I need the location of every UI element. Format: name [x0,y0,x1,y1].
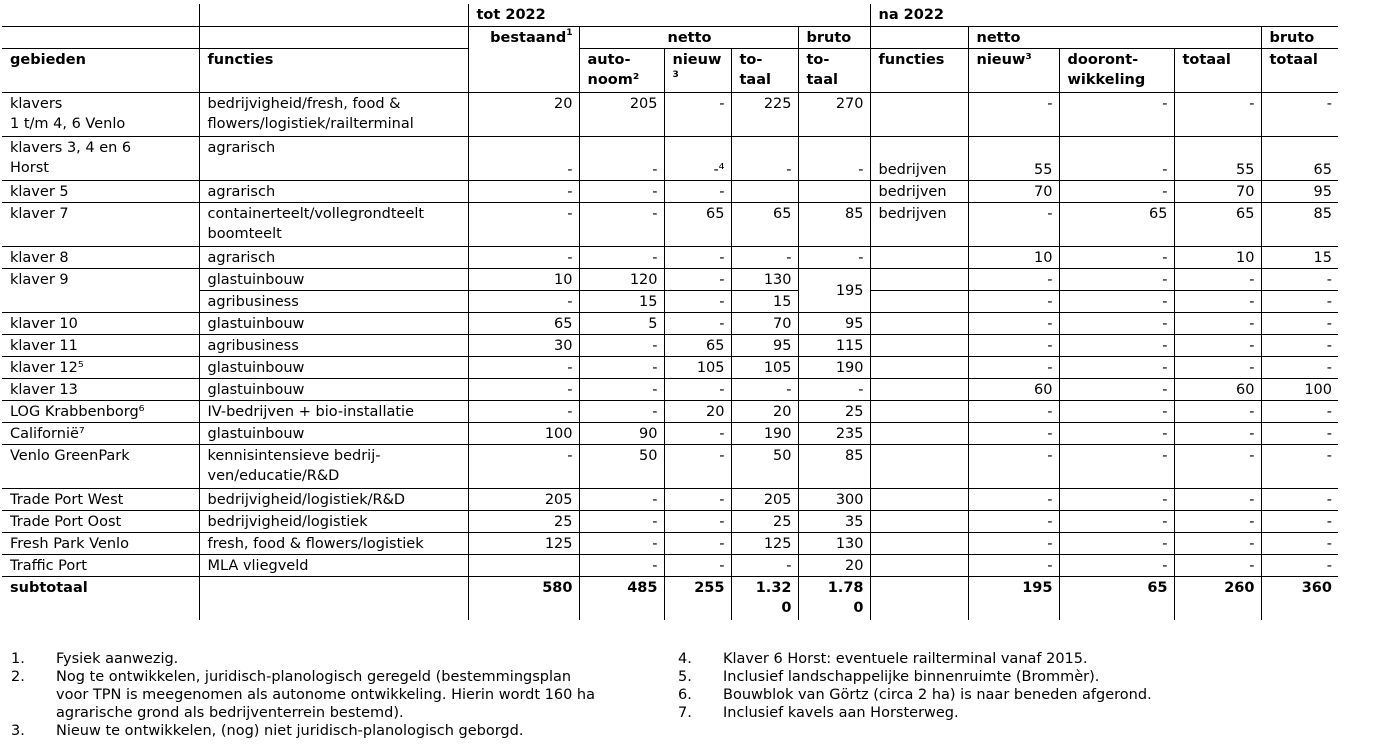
nieuw-cell: 20 [664,400,731,422]
bestaand-cell [468,554,579,576]
totaal-na-cell: 10 [1174,246,1261,268]
bruto-cell: 25 [798,400,870,422]
footnote-text: agrarische grond als bedrijventerrein bestemd). [56,705,404,721]
gebied-cell: klaver 9 [2,268,199,290]
totaal-na-cell: 65 [1174,202,1261,246]
bruto-na-cell: - [1261,92,1338,136]
functie-cell: glastuinbouw [199,312,468,334]
gebied-cell: klaver 12⁵ [2,356,199,378]
functie-cell: MLA vliegveld [199,554,468,576]
totaal-na-cell: - [1174,356,1261,378]
functies-na-cell [870,334,968,356]
functie-cell: kennisintensieve bedrij- ven/educatie/R&D [199,444,468,488]
nieuw-cell: - [664,246,731,268]
footnote-text: Inclusief kavels aan Horsterweg. [723,705,959,721]
gebied-cell: klaver 7 [2,202,199,246]
bruto-cell: 195 [798,268,870,312]
subtotal-empty [199,576,468,620]
bestaand-cell: - [468,400,579,422]
footnote-text: Nog te ontwikkelen, juridisch-planologisch geregeld (bestemmingsplan [56,669,572,685]
table-row [2,422,1338,444]
footnote-number: 1. [11,651,25,667]
bruto-cell: 235 [798,422,870,444]
totaal-cell: 125 [731,532,798,554]
table-row [2,532,1338,554]
gebied-cell: Trade Port West [2,488,199,510]
bruto-cell: 85 [798,202,870,246]
table-row [2,290,1338,312]
bruto-totaal-na-header: totaal [1261,48,1338,92]
nieuw-na-cell: - [968,444,1059,488]
gebied-cell: Fresh Park Venlo [2,532,199,554]
autonoom-cell: - [579,334,664,356]
footnote [11,722,595,740]
footnote-text: Inclusief landschappelijke binnenruimte (Brommèr). [723,669,1100,685]
footnote-number: 3. [11,723,25,739]
functie-cell: agrarisch [199,180,468,202]
tot-2022-header: tot 2022 [468,4,870,26]
nieuw-cell: - [664,554,731,576]
autonoom-cell: - [579,136,664,180]
nieuw-na-cell: - [968,510,1059,532]
functies-na-cell [870,378,968,400]
bestaand-cell: - [468,136,579,180]
totaal-cell: 205 [731,488,798,510]
footnote-number: 7. [678,705,692,721]
table-row [2,510,1338,532]
totaal-cell: - [731,554,798,576]
functie-cell: glastuinbouw [199,378,468,400]
netto-na-header: netto [968,26,1261,48]
bruto-cell: 190 [798,356,870,378]
functies-na-cell: bedrijven [870,136,968,180]
subtotal-totaal-na: 260 [1174,576,1261,620]
bruto-na-cell: - [1261,422,1338,444]
totaal-na-cell: - [1174,92,1261,136]
autonoom-cell: 205 [579,92,664,136]
functie-cell: fresh, food & flowers/logistiek [199,532,468,554]
autonoom-cell: 120 [579,268,664,290]
bruto-cell: 85 [798,444,870,488]
bruto-na-cell: - [1261,268,1338,290]
bruto-na-cell: - [1261,488,1338,510]
functies-na-cell [870,510,968,532]
totaal-na-cell: - [1174,488,1261,510]
gebied-cell: klaver 11 [2,334,199,356]
footnote-text: Fysiek aanwezig. [56,651,179,667]
bruto-na-cell: - [1261,312,1338,334]
nieuw-na-cell: - [968,92,1059,136]
subtotal-bruto-na: 360 [1301,579,1332,596]
subtotal-doorontwikkeling: 65 [1059,576,1174,620]
bestaand-cell: - [468,378,579,400]
functies-na-cell [870,422,968,444]
functies-na-cell: bedrijven [870,202,968,246]
totaal-na-cell: - [1174,312,1261,334]
bestaand-cell: 125 [468,532,579,554]
gebied-cell: klaver 10 [2,312,199,334]
functie-cell: agribusiness [199,290,468,312]
doorontwikkeling-cell: - [1059,554,1174,576]
bruto-na-cell: - [1261,554,1338,576]
totaal-cell: - [731,378,798,400]
functie-cell: agrarisch [199,246,468,268]
header-row-2 [2,26,1338,48]
bruto-cell: 115 [798,334,870,356]
doorontwikkeling-cell: - [1059,422,1174,444]
doorontwikkeling-cell: - [1059,136,1174,180]
functies-na-cell [870,312,968,334]
bestaand-cell: - [468,180,579,202]
totaal-cell: 70 [731,312,798,334]
footnotes-right [678,650,1152,722]
table-row [2,92,1338,136]
functie-cell: IV-bedrijven + bio-installatie [199,400,468,422]
nieuw-cell: - [664,422,731,444]
totaal-na-cell: - [1174,422,1261,444]
nieuw-na-cell: 70 [968,180,1059,202]
functies-na-cell [870,246,968,268]
gebied-cell [2,290,199,312]
totaal-na-header: totaal [1174,48,1261,92]
footnote [678,686,1152,704]
doorontwikkeling-cell: - [1059,268,1174,290]
footnote-number: 4. [678,651,692,667]
nieuw-na-cell: 55 [968,136,1059,180]
autonoom-cell: - [579,532,664,554]
bruto-cell: - [798,378,870,400]
bruto-na-cell: - [1261,334,1338,356]
totaal-na-cell: - [1174,334,1261,356]
subtotal-bruto: 1.78 0 [798,576,870,620]
autonoom-cell: - [579,202,664,246]
subtotal-row [2,576,1338,620]
totaal-header: to- taal [731,48,798,92]
bruto-cell [798,180,870,202]
bruto-na-cell: 100 [1261,378,1338,400]
table-row [2,202,1338,246]
nieuw-cell: 105 [664,356,731,378]
subtotal-functies-na [870,576,968,620]
bruto-cell: 130 [798,532,870,554]
gebied-cell: Trade Port Oost [2,510,199,532]
bruto-na-header: bruto [1261,26,1338,48]
nieuw-cell: 65 [664,202,731,246]
functies-na-header: functies [870,48,968,92]
bruto-cell: 270 [798,92,870,136]
bruto-na-cell: - [1261,290,1338,312]
totaal-cell: 15 [731,290,798,312]
bruto-cell: 300 [798,488,870,510]
footnote-text: Nieuw te ontwikkelen, (nog) niet juridisch-planologisch geborgd. [56,723,524,739]
nieuw-cell: 65 [664,334,731,356]
nieuw-na-cell: - [968,312,1059,334]
bruto-na-cell: - [1261,532,1338,554]
doorontwikkeling-cell: - [1059,246,1174,268]
gebied-cell: klaver 13 [2,378,199,400]
footnotes-left [11,650,595,740]
header-row-1 [2,4,1338,26]
functies-na-cell [870,92,968,136]
functie-cell: bedrijvigheid/logistiek/R&D [199,488,468,510]
totaal-cell: 190 [731,422,798,444]
autonoom-cell: - [579,246,664,268]
bestaand-cell: 20 [468,92,579,136]
functie-cell: glastuinbouw [199,356,468,378]
totaal-cell: - [731,136,798,180]
table-row [2,136,1338,180]
nieuw-cell: - [664,312,731,334]
totaal-na-cell: - [1174,290,1261,312]
bruto-header: bruto [798,26,870,48]
autonoom-cell: - [579,488,664,510]
nieuw-cell: - [664,510,731,532]
footnote-text: voor TPN is meegenomen als autonome ontwikkeling. Hierin wordt 160 ha [56,687,596,703]
totaal-cell: 50 [731,444,798,488]
totaal-na-cell: - [1174,532,1261,554]
footnote-text: Bouwblok van Görtz (circa 2 ha) is naar beneden afgerond. [723,687,1152,703]
footnote [678,650,1152,668]
functie-cell: agribusiness [199,334,468,356]
functies-na-cell [870,532,968,554]
subtotal-nieuw-na: 195 [968,576,1059,620]
footnote-number: 6. [678,687,692,703]
functie-cell: containerteelt/vollegrondteelt boomteelt [199,202,468,246]
totaal-cell: 65 [731,202,798,246]
autonoom-cell: - [579,356,664,378]
footnote-text: Klaver 6 Horst: eventuele railterminal vanaf 2015. [723,651,1088,667]
nieuw-na-cell: - [968,532,1059,554]
footnote [678,704,1152,722]
functie-cell: bedrijvigheid/fresh, food & flowers/logistiek/railterminal [199,92,468,136]
totaal-cell: - [731,246,798,268]
gebied-cell: Traffic Port [2,554,199,576]
nieuw-na-cell: - [968,400,1059,422]
nieuw-na-cell: 10 [968,246,1059,268]
functies-na-cell [870,444,968,488]
bruto-cell: 35 [798,510,870,532]
nieuw-na-cell: - [968,554,1059,576]
table-row [2,268,1338,290]
table-row [2,246,1338,268]
bestaand-cell: - [468,246,579,268]
bestaand-cell: 205 [468,488,579,510]
footnote [678,668,1152,686]
bestaand-cell: 100 [468,422,579,444]
bruto-na-cell: 15 [1261,246,1338,268]
table-row [2,488,1338,510]
table-row [2,378,1338,400]
doorontwikkeling-cell: - [1059,334,1174,356]
autonoom-cell: - [579,510,664,532]
totaal-cell: 95 [731,334,798,356]
subtotal-label: subtotaal [2,576,199,620]
doorontwikkeling-cell: - [1059,290,1174,312]
nieuw-cell: -⁴ [664,136,731,180]
autonoom-cell: 50 [579,444,664,488]
autonoom-header: auto- noom² [579,48,664,92]
bestaand-cell: 65 [468,312,579,334]
table-row [2,444,1338,488]
totaal-na-cell: 55 [1174,136,1261,180]
bestaand-cell: 25 [468,510,579,532]
autonoom-cell: - [579,554,664,576]
table-row [2,554,1338,576]
gebieden-header: gebieden [2,48,199,92]
bruto-totaal-header: to- taal [798,48,870,92]
functies-na-cell [870,356,968,378]
bestaand-cell: - [468,444,579,488]
totaal-cell: 105 [731,356,798,378]
table-row [2,312,1338,334]
nieuw-na-header: nieuw³ [968,48,1059,92]
gebied-cell: klavers 1 t/m 4, 6 Venlo [2,92,199,136]
nieuw-na-cell: - [968,334,1059,356]
nieuw-na-cell: - [968,422,1059,444]
table-row [2,400,1338,422]
functies-header: functies [199,48,468,92]
functie-cell: bedrijvigheid/logistiek [199,510,468,532]
doorontwikkeling-cell: - [1059,356,1174,378]
bruto-cell: 95 [798,312,870,334]
nieuw-na-cell: - [968,268,1059,290]
bestaand-cell: - [468,356,579,378]
totaal-cell: 225 [731,92,798,136]
totaal-na-cell: 70 [1174,180,1261,202]
nieuw-cell: - [664,268,731,290]
gebied-cell: LOG Krabbenborg⁶ [2,400,199,422]
nieuw-cell: - [664,444,731,488]
na-2022-header: na 2022 [870,4,1338,26]
nieuw-na-cell: - [968,356,1059,378]
doorontwikkeling-header: dooront- wikkeling [1059,48,1174,92]
gebied-cell: klaver 8 [2,246,199,268]
bestaand-header: bestaand$^1$ [468,26,579,48]
autonoom-cell: 5 [579,312,664,334]
bestaand-cell: - [468,290,579,312]
nieuw-cell: - [664,92,731,136]
totaal-na-cell: - [1174,444,1261,488]
doorontwikkeling-cell: - [1059,312,1174,334]
functies-na-cell [870,488,968,510]
functies-na-cell [870,554,968,576]
footnote-number: 5. [678,669,692,685]
bruto-na-cell: - [1261,444,1338,488]
doorontwikkeling-cell: - [1059,400,1174,422]
bruto-cell: - [798,246,870,268]
doorontwikkeling-cell: - [1059,532,1174,554]
bruto-na-cell: 95 [1261,180,1338,202]
doorontwikkeling-cell: - [1059,92,1174,136]
functie-cell: glastuinbouw [199,422,468,444]
gebied-cell: klaver 5 [2,180,199,202]
bestaand-cell: 30 [468,334,579,356]
footnote [11,668,595,722]
gebied-cell: Venlo GreenPark [2,444,199,488]
subtotal-nieuw: 255 [664,576,731,620]
totaal-na-cell: 60 [1174,378,1261,400]
totaal-cell [731,180,798,202]
bruto-cell: - [798,136,870,180]
doorontwikkeling-cell: - [1059,444,1174,488]
nieuw-cell: - [664,180,731,202]
doorontwikkeling-cell: - [1059,180,1174,202]
subtotal-autonoom: 485 [579,576,664,620]
functies-na-cell [870,268,968,290]
table-row [2,356,1338,378]
bruto-cell: 20 [798,554,870,576]
autonoom-cell: - [579,378,664,400]
autonoom-cell: 15 [579,290,664,312]
nieuw-cell: - [664,378,731,400]
netto-header: netto [579,26,798,48]
autonoom-cell: 90 [579,422,664,444]
footnote [11,650,595,668]
bestaand-cell: - [468,202,579,246]
nieuw-cell: - [664,488,731,510]
doorontwikkeling-cell: 65 [1059,202,1174,246]
totaal-cell: 20 [731,400,798,422]
functies-na-cell [870,290,968,312]
subtotal-bestaand: 580 [468,576,579,620]
footnote-number: 2. [11,669,25,685]
table-row [2,180,1338,202]
nieuw-cell: - [664,532,731,554]
totaal-na-cell: - [1174,510,1261,532]
nieuw-na-cell: - [968,202,1059,246]
functie-cell: agrarisch [199,136,468,180]
bruto-na-cell: 85 [1261,202,1338,246]
area-table [2,4,1338,620]
totaal-na-cell: - [1174,554,1261,576]
nieuw-na-cell: 60 [968,378,1059,400]
nieuw-cell: - [664,290,731,312]
functie-cell: glastuinbouw [199,268,468,290]
bruto-na-cell: - [1261,356,1338,378]
header-row-3 [2,48,1338,92]
bruto-na-cell: - [1261,400,1338,422]
nieuw-header: nieuw $^3$ [664,48,731,92]
autonoom-cell: - [579,400,664,422]
totaal-na-cell: - [1174,400,1261,422]
totaal-na-cell: - [1174,268,1261,290]
doorontwikkeling-cell: - [1059,378,1174,400]
functies-na-cell: bedrijven [870,180,968,202]
gebied-cell: klavers 3, 4 en 6 Horst [2,136,199,180]
bestaand-cell: 10 [468,268,579,290]
gebied-cell: Californië⁷ [2,422,199,444]
autonoom-cell: - [579,180,664,202]
functies-na-cell [870,400,968,422]
bruto-na-cell: - [1261,510,1338,532]
table-row [2,334,1338,356]
doorontwikkeling-cell: - [1059,488,1174,510]
doorontwikkeling-cell: - [1059,510,1174,532]
totaal-cell: 25 [731,510,798,532]
nieuw-na-cell: - [968,488,1059,510]
subtotal-totaal: 1.32 0 [731,576,798,620]
bruto-na-cell: 65 [1261,136,1338,180]
totaal-cell: 130 [731,268,798,290]
nieuw-na-cell: - [968,290,1059,312]
